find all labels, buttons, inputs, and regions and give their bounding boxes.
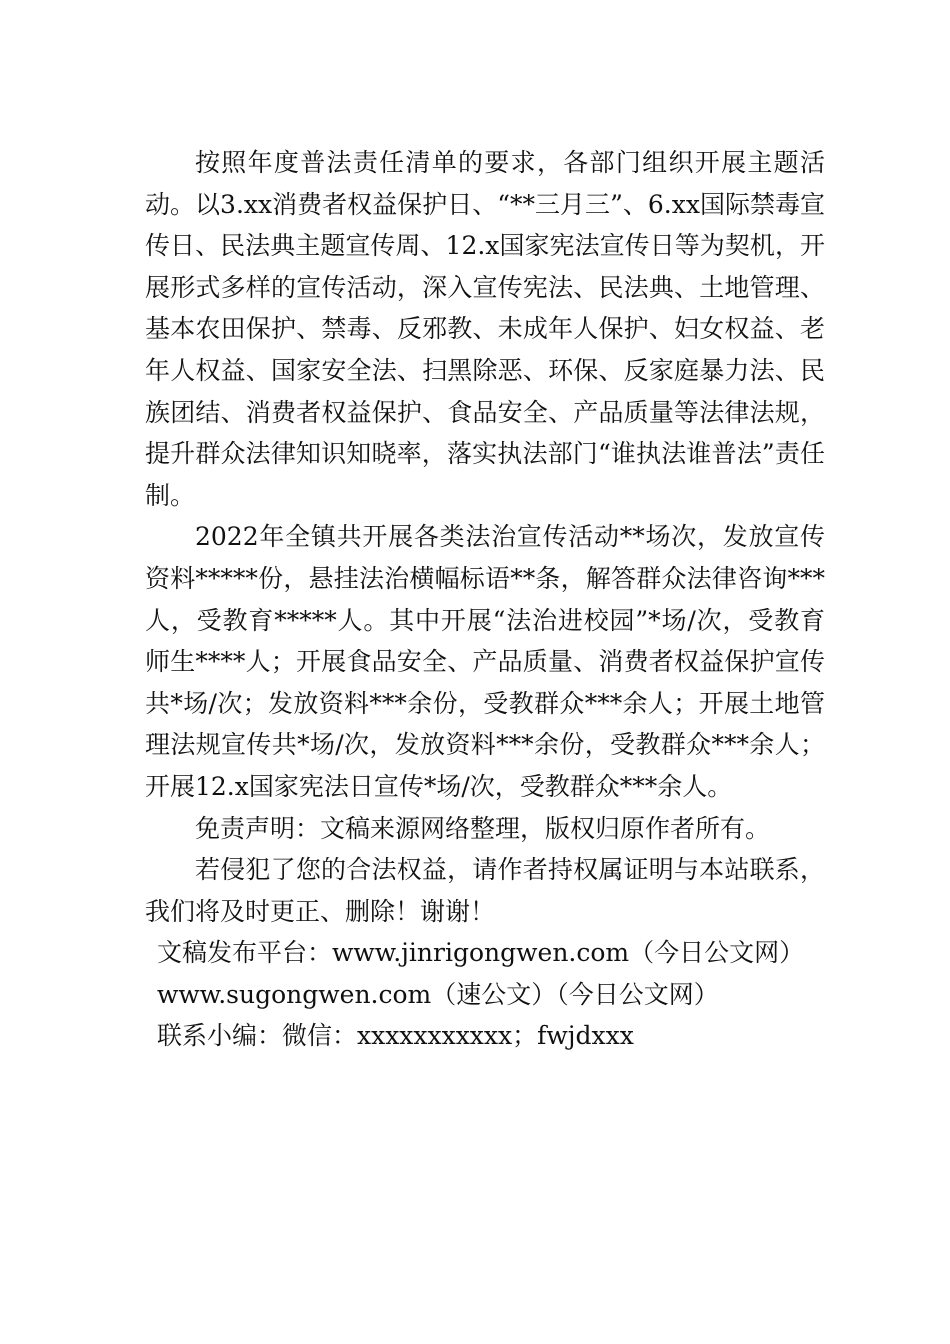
document-page <box>145 142 825 1057</box>
disclaimer-text: 免责声明：文稿来源网络整理，版权归原作者所有。 <box>195 813 771 843</box>
body-paragraph-statistics: 2022年全镇共开展各类法治宣传活动**场次，发放宣传资料*****份，悬挂法治横幅标语**条，解答群众法律咨询***人，受教育*****人。其中开展“法治进校园”*场/次，受教育师生****人；开展食品安全、产品质量、消费者权益保护宣传共*场/次；发放资料***余份，受教群众***余人；开展土地管理法规宣传共*场/次，发放资料***余份，受教群众***余人；开展12.x国家宪法日宣传*场/次，受教群众***余人。 <box>145 522 825 801</box>
platform-line: 文稿发布平台：www.jinrigongwen.com（今日公文网） <box>157 938 805 968</box>
site-line: www.sugongwen.com（速公文）（今日公文网） <box>157 979 719 1009</box>
contact-line: 联系小编：微信：xxxxxxxxxxx；fwjdxxx <box>157 1021 634 1051</box>
body-paragraph-activities: 按照年度普法责任清单的要求，各部门组织开展主题活动。以3.xx消费者权益保护日、“**三月三”、6.xx国际禁毒宣传日、民法典主题宣传周、12.x国家宪法宣传日等为契机，开展形式多样的宣传活动，深入宣传宪法、民法典、土地管理、基本农田保护、禁毒、反邪教、未成年人保护、妇女权益、老年人权益、国家安全法、扫黑除恶、环保、反家庭暴力法、民族团结、消费者权益保护、食品安全、产品质量等法律法规，提升群众法律知识知晓率，落实执法部门“谁执法谁普法”责任制。 <box>145 148 825 510</box>
infringement-notice: 若侵犯了您的合法权益，请作者持权属证明与本站联系，我们将及时更正、删除！谢谢！ <box>145 855 825 926</box>
